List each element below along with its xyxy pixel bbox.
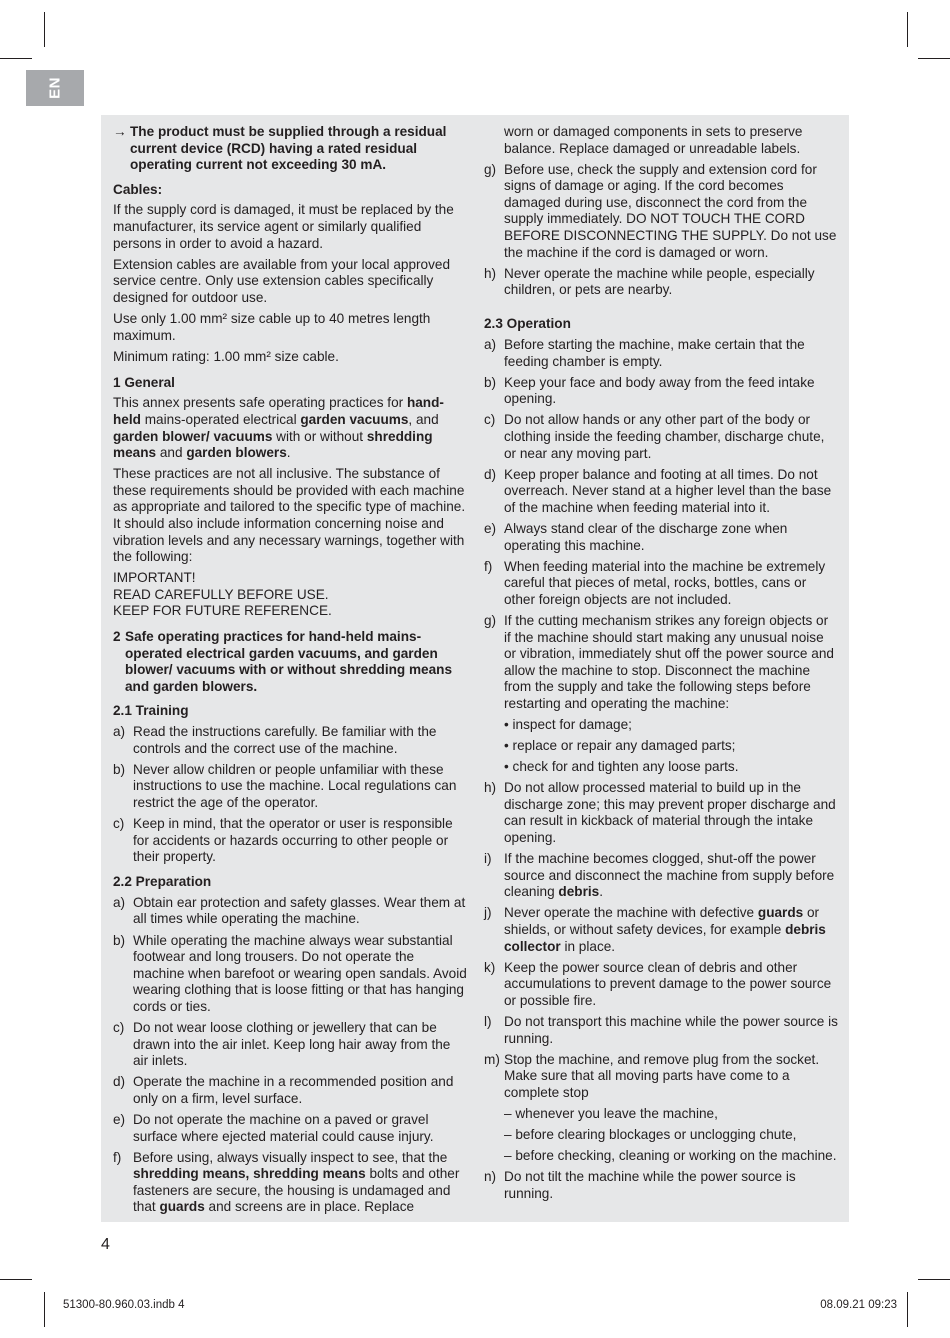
footer-file-info: 51300-80.960.03.indb 4: [63, 1299, 185, 1311]
list-item: c) Do not allow hands or any other part of the body or clothing inside the feeding chamber, discharge chute, or near any moving part.: [484, 412, 825, 461]
crop-mark: [918, 58, 950, 59]
arrow-icon: →: [113, 124, 127, 139]
right-column: [484, 124, 838, 1207]
list-item: c) Keep in mind, that the operator or user is responsible for accidents or hazards occurring to other people or their property.: [113, 815, 453, 865]
paragraph: Extension cables are available from your local approved service centre. Only use extension cables specifically designed for outdoor use.: [113, 256, 451, 305]
paragraph: This annex presents safe operating practices for hand-held mains-operated electrical garden vacuums, and garden blower/ vacuums with or without shredding means and garden blowers.: [113, 395, 444, 461]
paragraph: These practices are not all inclusive. The substance of these requirements should be provided with each machine as appropriate and tailored to the specific type of machine. It should also include information concerning noise and vibration levels and any necessary warnings, together with the following:: [113, 466, 466, 565]
paragraph: If the supply cord is damaged, it must be replaced by the manufacturer, its service agent or similarly qualified persons in order to avoid a hazard.: [113, 202, 454, 251]
crop-mark: [907, 12, 908, 47]
crop-mark: [0, 58, 32, 59]
list-item: h) Do not allow processed material to build up in the discharge zone; this may prevent proper discharge and can result in kickback of material through the intake opening.: [484, 780, 836, 846]
crop-mark: [907, 1292, 908, 1327]
list-item: h) Never operate the machine while people, especially children, or pets are nearby.: [484, 265, 815, 298]
dash-item: – whenever you leave the machine,: [504, 1105, 718, 1121]
list-item: m) Stop the machine, and remove plug from the socket. Make sure that all moving parts have come to a complete stop: [484, 1051, 820, 1100]
list-item: d) Keep proper balance and footing at all times. Do not overreach. Never stand at a higher level than the base of the machine when feeding material into it.: [484, 466, 832, 515]
subsection-heading: 2.1 Training: [113, 703, 189, 719]
list-item: e) Always stand clear of the discharge zone when operating this machine.: [484, 520, 788, 553]
paragraph: Use only 1.00 mm² size cable up to 40 metres length maximum.: [113, 310, 431, 343]
language-label: EN: [46, 77, 64, 99]
list-item: k) Keep the power source clean of debris and other accumulations to prevent damage to the power source or possible fire.: [484, 959, 832, 1008]
crop-mark: [0, 1279, 32, 1280]
list-item: c) Do not wear loose clothing or jewellery that can be drawn into the air inlet. Keep long hair away from the air inlets.: [113, 1020, 451, 1069]
list-item: i) If the machine becomes clogged, shut-off the power source and disconnect the machine from supply before cleaning debris.: [484, 851, 835, 900]
list-item: g) Before use, check the supply and extension cord for signs of damage or aging. If the cord becomes damaged during use, disconnect the cord from the supply immediately. DO NOT TOUCH THE CORD BEFORE DISCONNECTING THE SUPPLY. Do not use the machine if the cord is damaged or worn.: [484, 161, 837, 260]
list-item: e) Do not operate the machine on a paved or gravel surface where ejected material could cause injury.: [113, 1111, 434, 1144]
footer-date: 08.09.21 09:23: [820, 1299, 897, 1311]
list-item: b) Never allow children or people unfamiliar with these instructions to use the machine. Local regulations can restrict the age of the operator.: [113, 761, 457, 810]
list-item: l) Do not transport this machine while the power source is running.: [484, 1014, 838, 1046]
list-item: b) While operating the machine always wear substantial footwear and long trousers. Do not operate the machine when barefoot or wearing open sandals. Avoid wearing clothing that is loose fitting or that has hanging cords or ties.: [113, 932, 467, 1014]
list-item: f) When feeding material into the machine be extremely careful that pieces of metal, rocks, bottles, cans or other foreign objects are not included.: [484, 558, 826, 607]
rcd-note: → The product must be supplied through a residual current device (RCD) having a rated residual operating current not exceeding 30 mA.: [113, 124, 447, 173]
cables-heading: Cables:: [113, 181, 163, 197]
dash-item: – before clearing blockages or unclogging chute,: [504, 1127, 797, 1143]
bullet-item: • replace or repair any damaged parts;: [504, 738, 736, 754]
crop-mark: [918, 1279, 950, 1280]
list-item: j) Never operate the machine with defective guards or shields, or without safety devices, for example debris collector in place.: [484, 905, 826, 954]
list-item-continuation: worn or damaged components in sets to preserve balance. Replace damaged or unreadable labels.: [504, 124, 803, 156]
list-item: a) Obtain ear protection and safety glasses. Wear them at all times while operating the machine.: [113, 894, 466, 927]
section-heading: 1 General: [113, 374, 175, 390]
section-heading: 2 Safe operating practices for hand-held mains-operated electrical garden vacuums, and garden blower/ vacuums with or without shredding means and garden blowers.: [113, 629, 453, 694]
list-item: n) Do not tilt the machine while the power source is running.: [484, 1169, 796, 1201]
subsection-heading: 2.3 Operation: [484, 316, 571, 332]
list-item: d) Operate the machine in a recommended position and only on a firm, level surface.: [113, 1074, 454, 1106]
list-item: f) Before using, always visually inspect to see, that the shredding means, shredding means bolts and other fasteners are secure, the housing is undamaged and that guards and screens are in place. Replace: [113, 1149, 460, 1215]
language-tab: [26, 70, 84, 106]
list-item: a) Before starting the machine, make certain that the feeding chamber is empty.: [484, 337, 805, 369]
crop-mark: [44, 12, 45, 47]
left-column: [113, 124, 467, 1221]
list-item: a) Read the instructions carefully. Be familiar with the controls and the correct use of the machine.: [113, 724, 437, 756]
list-item: b) Keep your face and body away from the feed intake opening.: [484, 374, 815, 407]
page-number: 4: [101, 1236, 110, 1253]
bullet-item: • check for and tighten any loose parts.: [504, 759, 739, 775]
important-notice: IMPORTANT! READ CAREFULLY BEFORE USE. KEEP FOR FUTURE REFERENCE.: [113, 570, 332, 619]
paragraph: Minimum rating: 1.00 mm² size cable.: [113, 348, 339, 364]
subsection-heading: 2.2 Preparation: [113, 874, 212, 890]
bullet-item: • inspect for damage;: [504, 717, 632, 732]
list-item: g) If the cutting mechanism strikes any foreign objects or if the machine should start making any unusual noise or vibration, immediately shut off the power source and allow the machine to stop. Disconnect the machine from the supply and take the following steps before restarting and operating the machine:: [484, 612, 834, 711]
dash-item: – before checking, cleaning or working on the machine.: [504, 1148, 837, 1164]
crop-mark: [44, 1292, 45, 1327]
